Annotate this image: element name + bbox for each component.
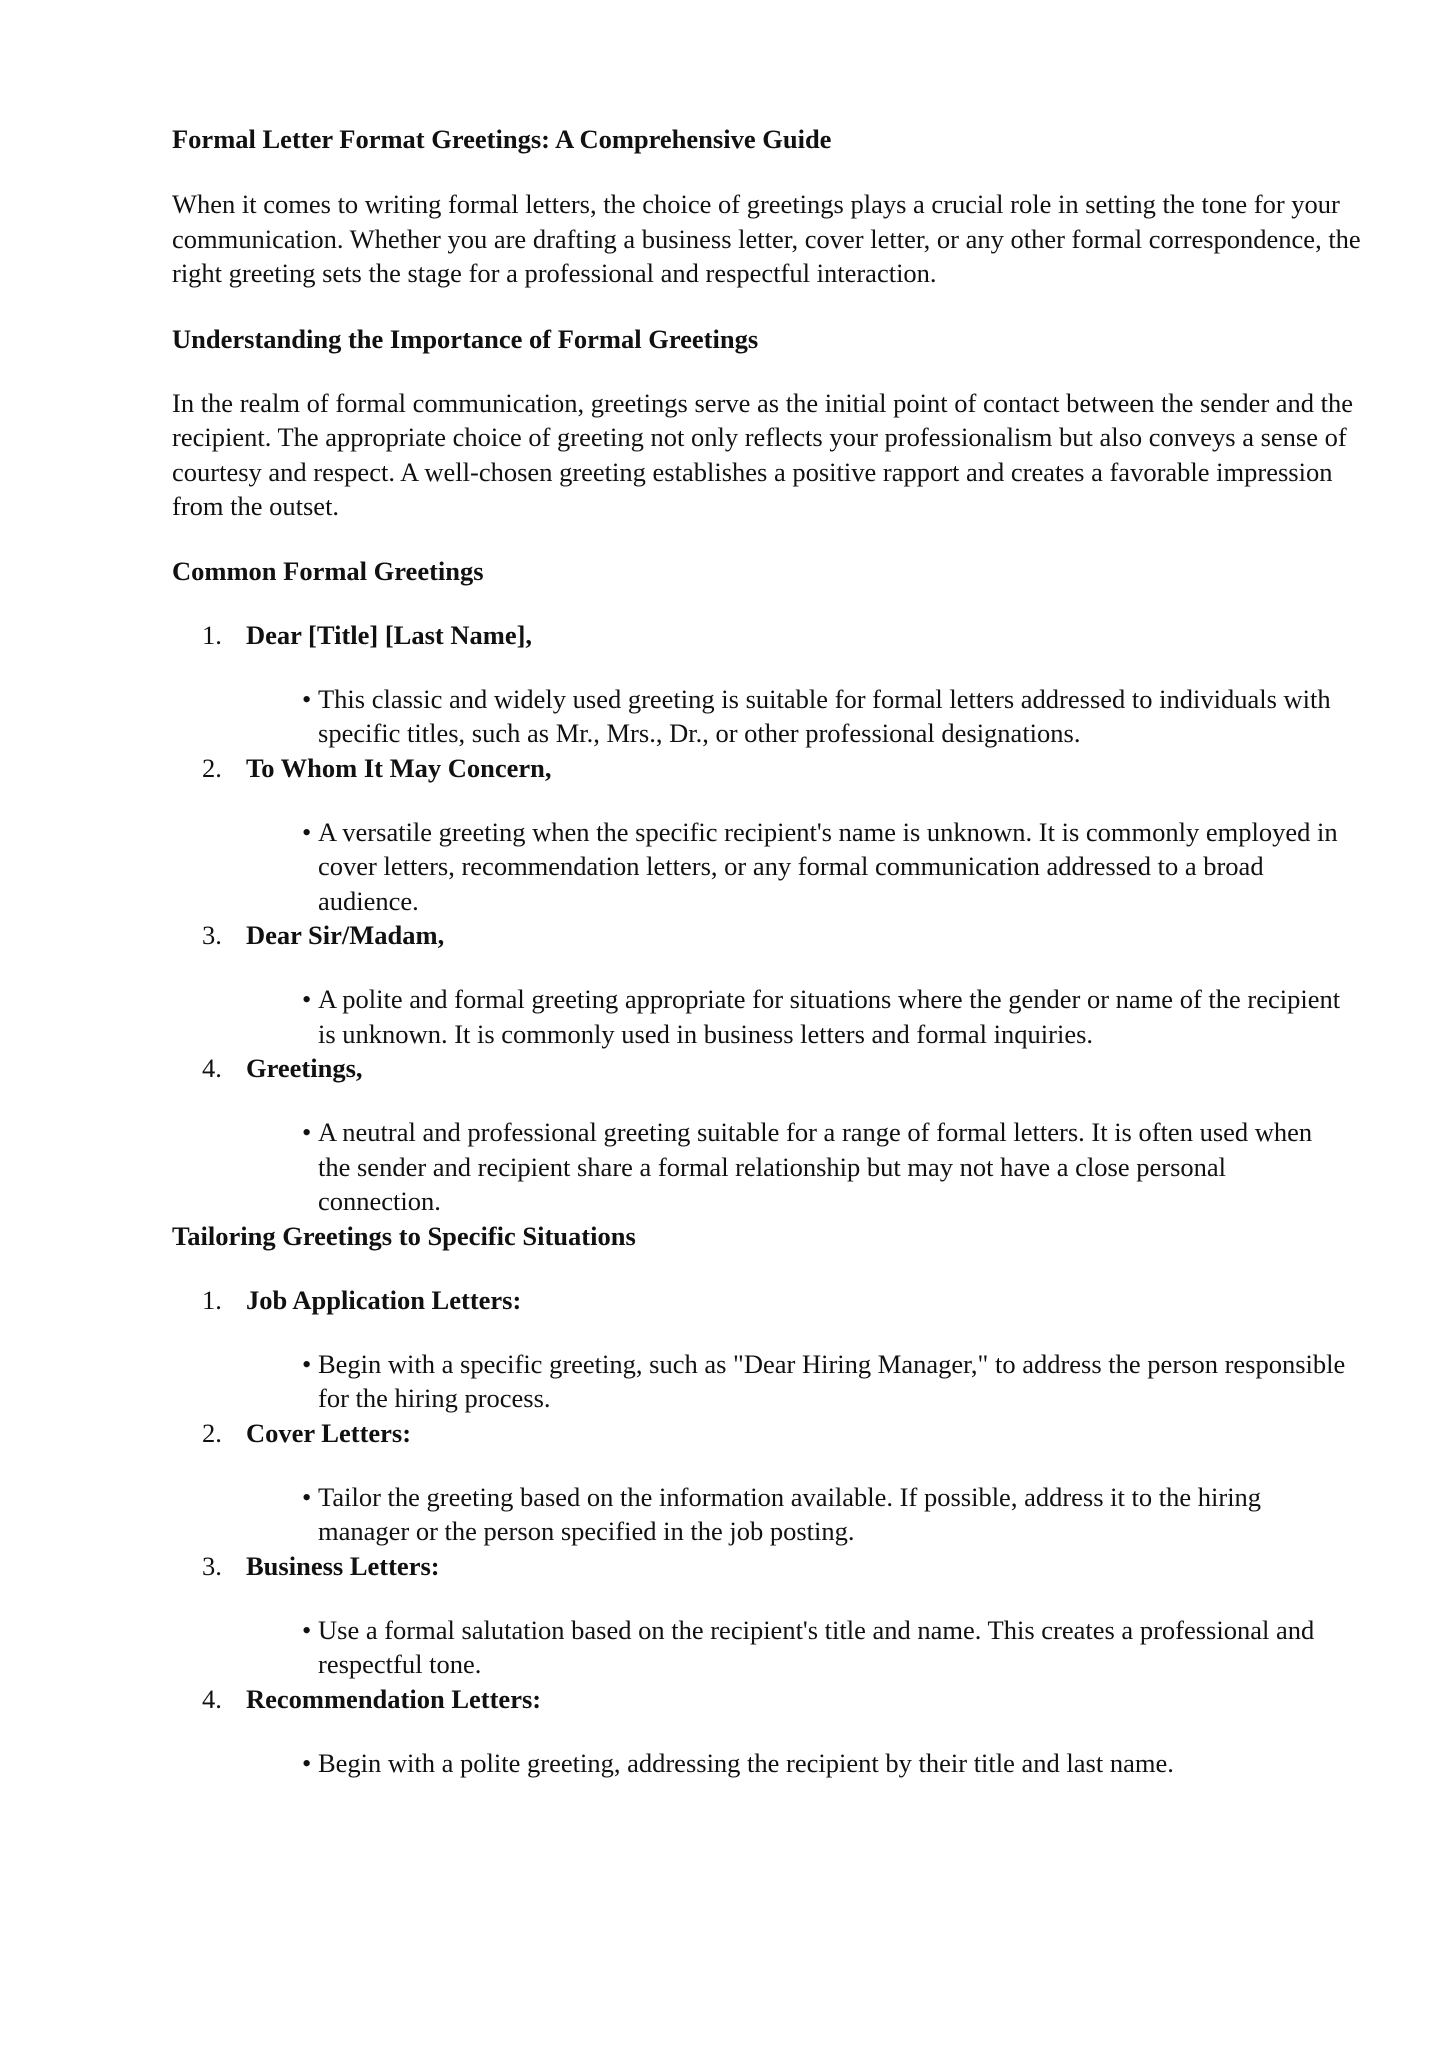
item-label: Recommendation Letters: [246, 1683, 542, 1714]
bullet-dot-icon: • [302, 1747, 312, 1778]
item-label: To Whom It May Concern, [246, 752, 552, 783]
bullet-item [302, 1480, 1348, 1549]
item-label: Cover Letters: [246, 1417, 412, 1448]
bullet-text: A versatile greeting when the specific recipient's name is unknown. It is commonly employed in cover letters, recommendation letters, or any formal communication addressed to a broad audience. [318, 816, 1338, 916]
item-label: Dear Sir/Madam, [246, 920, 445, 950]
list-item [172, 1549, 1387, 1682]
bullet-dot-icon: • [302, 816, 312, 847]
bullet-text: This classic and widely used greeting is suitable for formal letters addressed to individuals with specific titles, such as Mr., Mrs., Dr., or other professional designations. [318, 683, 1331, 748]
bullet-item [302, 682, 1348, 751]
list-item [172, 1283, 1387, 1416]
bullet-dot-icon: • [302, 683, 312, 714]
bullet-item [302, 1613, 1348, 1682]
bullet-text: A polite and formal greeting appropriate for situations where the gender or name of the recipient is unknown. It is commonly used in business letters and formal inquiries. [318, 984, 1341, 1049]
bullet-dot-icon: • [302, 984, 312, 1014]
item-label: Greetings, [246, 1053, 363, 1083]
bullet-text: Tailor the greeting based on the information available. If possible, address it to the hiring manager or the person specified in the job posting. [318, 1481, 1262, 1546]
bullet-dot-icon: • [302, 1481, 312, 1512]
bullet-item [302, 1746, 1348, 1781]
document-title: Formal Letter Format Greetings: A Comprehensive Guide [172, 124, 832, 154]
list-item [172, 918, 1387, 1051]
importance-paragraph: In the realm of formal communication, greetings serve as the initial point of contact between the sender and the recipient. The appropriate choice of greeting not only reflects your professionalism but also conveys a sense of courtesy and respect. A well-chosen greeting establishes a positive rapport and creates a favorable impression from the outset. [172, 387, 1354, 521]
list-item [172, 1051, 1387, 1219]
item-label: Dear [Title] [Last Name], [246, 619, 533, 650]
list-item [172, 1682, 1387, 1781]
bullet-dot-icon: • [302, 1348, 312, 1379]
item-number: 1. [202, 619, 222, 650]
list-item [172, 751, 1387, 919]
bullet-dot-icon: • [302, 1117, 312, 1147]
item-number: 4. [202, 1683, 222, 1714]
list-item [172, 618, 1387, 751]
list-item [172, 1416, 1387, 1549]
item-number: 2. [202, 1417, 222, 1448]
common-greetings-list [172, 618, 1387, 1219]
bullet-item [302, 982, 1348, 1051]
bullet-text: Begin with a polite greeting, addressing the recipient by their title and last name. [318, 1747, 1174, 1778]
item-number: 3. [202, 1550, 222, 1581]
bullet-text: Use a formal salutation based on the recipient's title and name. This creates a professional and respectful tone. [318, 1614, 1315, 1679]
item-number: 1. [202, 1284, 222, 1315]
bullet-dot-icon: • [302, 1614, 312, 1645]
tailoring-heading: Tailoring Greetings to Specific Situations [172, 1220, 636, 1251]
common-greetings-heading: Common Formal Greetings [172, 555, 484, 586]
item-number: 3. [202, 920, 222, 950]
bullet-text: Begin with a specific greeting, such as "Dear Hiring Manager," to address the person responsible for the hiring process. [318, 1348, 1346, 1413]
intro-paragraph: When it comes to writing formal letters, the choice of greetings plays a crucial role in setting the tone for your communication. Whether you are drafting a business letter, cover letter, or any other formal correspondence, the right greeting sets the stage for a professional and respectful interaction. [172, 189, 1361, 288]
item-number: 4. [202, 1053, 222, 1083]
bullet-item [302, 815, 1348, 919]
item-label: Job Application Letters: [246, 1284, 522, 1315]
bullet-item [302, 1115, 1348, 1219]
bullet-item [302, 1347, 1348, 1416]
item-label: Business Letters: [246, 1550, 440, 1581]
bullet-text: A neutral and professional greeting suitable for a range of formal letters. It is often used when the sender and recipient share a formal relationship but may not have a close personal connection. [318, 1117, 1313, 1216]
importance-heading: Understanding the Importance of Formal Greetings [172, 323, 759, 354]
item-number: 2. [202, 752, 222, 783]
tailoring-list [172, 1283, 1387, 1781]
